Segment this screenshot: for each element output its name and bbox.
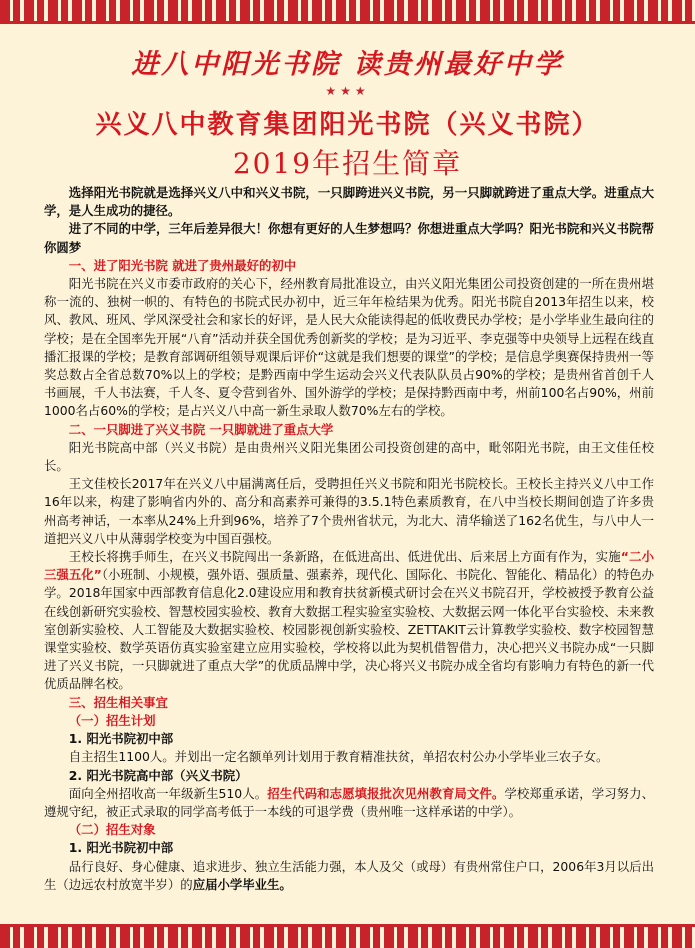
slogan: 进八中阳光书院 读贵州最好中学 xyxy=(131,49,564,80)
item2-suffix: 学校郑重承诺，学习努力、遵规守纪，被正式录取的同学高考低于一本线的可退学费（贵州唯一这样承诺的中学）。 xyxy=(44,785,655,819)
page-subtitle: 2019年招生简章 xyxy=(232,147,463,180)
stars-ornament: ★★★ xyxy=(325,84,370,98)
decorative-border-bottom xyxy=(0,924,695,948)
section-1-body: 阳光书院在兴义市委市政府的关心下，经州教育局批准设立，由兴义阳光集团公司投资创建的一所在贵州堪称一流的、独树一帜的、有特色的书院式民办初中，近三年年检结果为优秀。阳光书院自2013年招生以来，校风、教风、班风、学风深受社会和家长的好评，是人民大众能读得起的低收费民办学校；是小学毕业生最向往的学校；是在全国率先开展“八育”活动并获全国优秀创新奖的学校；是为习近平、李克强等中央领导上远程在线直播汇报课的学校；是教育部调研组领导观课后评价“这就是我们想要的课堂”的学校；是信息学奥赛保持贵州一等奖总数占全省总数70%以上的学校；是黔西南中学生运动会兴义代表队队员占90%的学校；是贵州省首创千人书画展，千人书法赛，千人冬、夏令营到省外、国外游学的学校；是保持黔西南中考，州前100名占90%，州前1000名占60%的学校；是占兴义八中高一新生录取人数70%左右的学校。 xyxy=(44,276,654,419)
intro-paragraph-1: 选择阳光书院就是选择兴义八中和兴义书院，一只脚跨进兴义书院，另一只脚就跨进了重点大学。进重点大学，是人生成功的捷径。 xyxy=(44,185,654,219)
item3-bold: 应届小学毕业生。 xyxy=(192,876,292,892)
page-title: 兴义八中教育集团阳光书院（兴义书院） xyxy=(95,110,600,140)
section-1-heading: 一、进了阳光书院 就进了贵州最好的初中 xyxy=(68,257,297,273)
p3-highlight: “二小三强五化” xyxy=(44,549,654,583)
decorative-border-top xyxy=(0,0,695,24)
item-senior-high-body xyxy=(44,785,654,821)
item-target-junior-high-body xyxy=(44,858,654,894)
subsection-enrollment-target: （二）招生对象 xyxy=(68,822,156,838)
p3-prefix: 王校长将携手师生，在兴义书院闯出一条新路，在低进高出、低进优出、后来居上方面有作为，实施 xyxy=(68,549,621,565)
section-2-paragraph-2: 王文佳校长2017年在兴义八中届满离任后，受聘担任兴义书院和阳光书院校长。王校长主持兴义八中工作16年以来，构建了影响省内外的、高分和高素养可兼得的3.5.1特色素质教育，在八中当校长期间创造了许多贵州高考神话，一本率从24%上升到96%，培养了7个贵州省状元，为北大、清华输送了162名优生，与八中人一道把兴义八中从薄弱学校变为中国百强校。 xyxy=(44,476,654,546)
item-junior-high-body: 自主招生1100人。并划出一定名额单列计划用于教育精准扶贫，单招农村公办小学毕业三农子女。 xyxy=(68,749,609,765)
article-body xyxy=(44,184,654,894)
item-target-junior-high: 1. 阳光书院初中部 xyxy=(68,840,174,856)
subsection-enrollment-plan: （一）招生计划 xyxy=(68,712,156,728)
item3-prefix: 品行良好、身心健康、追求进步、独立生活能力强，本人及父（或母）有贵州常住户口，2006年3月以后出生（边远农村放宽半岁）的 xyxy=(44,858,654,892)
item2-prefix: 面向全州招收高一年级新生510人。 xyxy=(68,785,268,801)
section-3-heading: 三、招生相关事宜 xyxy=(68,694,168,710)
section-2-paragraph-1: 阳光书院高中部（兴义书院）是由贵州兴义阳光集团公司投资创建的高中，毗邻阳光书院，由王文佳任校长。 xyxy=(44,439,654,474)
section-2-paragraph-3 xyxy=(44,548,654,694)
section-2-heading: 二、一只脚进了兴义书院 一只脚就进了重点大学 xyxy=(68,421,334,437)
item-senior-high: 2. 阳光书院高中部（兴义书院） xyxy=(68,767,248,783)
intro-paragraph-2: 进了不同的中学，三年后差异很大！你想有更好的人生梦想吗？你想进重点大学吗？阳光书院和兴义书院帮你圆梦 xyxy=(44,221,654,255)
item2-highlight: 招生代码和志愿填报批次见州教育局文件。 xyxy=(267,785,505,801)
item-junior-high: 1. 阳光书院初中部 xyxy=(68,731,174,747)
p3-suffix: （小班制、小规模，强外语、强质量、强素养，现代化、国际化、书院化、智能化、精品化）的特色办学。2018年国家中西部教育信息化2.0建设应用和教育扶贫新模式研讨会在兴义书院召开，学校被授予教育公益在线创新研究实验校、智慧校园实验校、教育大数据工程实验室实验校、大数据云网一体化平台实验校、未来教室创新实验校、人工智能及大数据实验校、校园影视创新实验校、ZETTAKIT云计算教学实验校、数字校园智慧课堂实验校、数学英语仿真实验室建立应用实验校，学校将以此为契机借智借力，决心把兴义书院办成“一只脚进了兴义书院，一只脚就进了重点大学”的优质品牌中学，决心将兴义书院办成全省均有影响力有特色的新一代优质品牌名校。 xyxy=(44,567,654,692)
